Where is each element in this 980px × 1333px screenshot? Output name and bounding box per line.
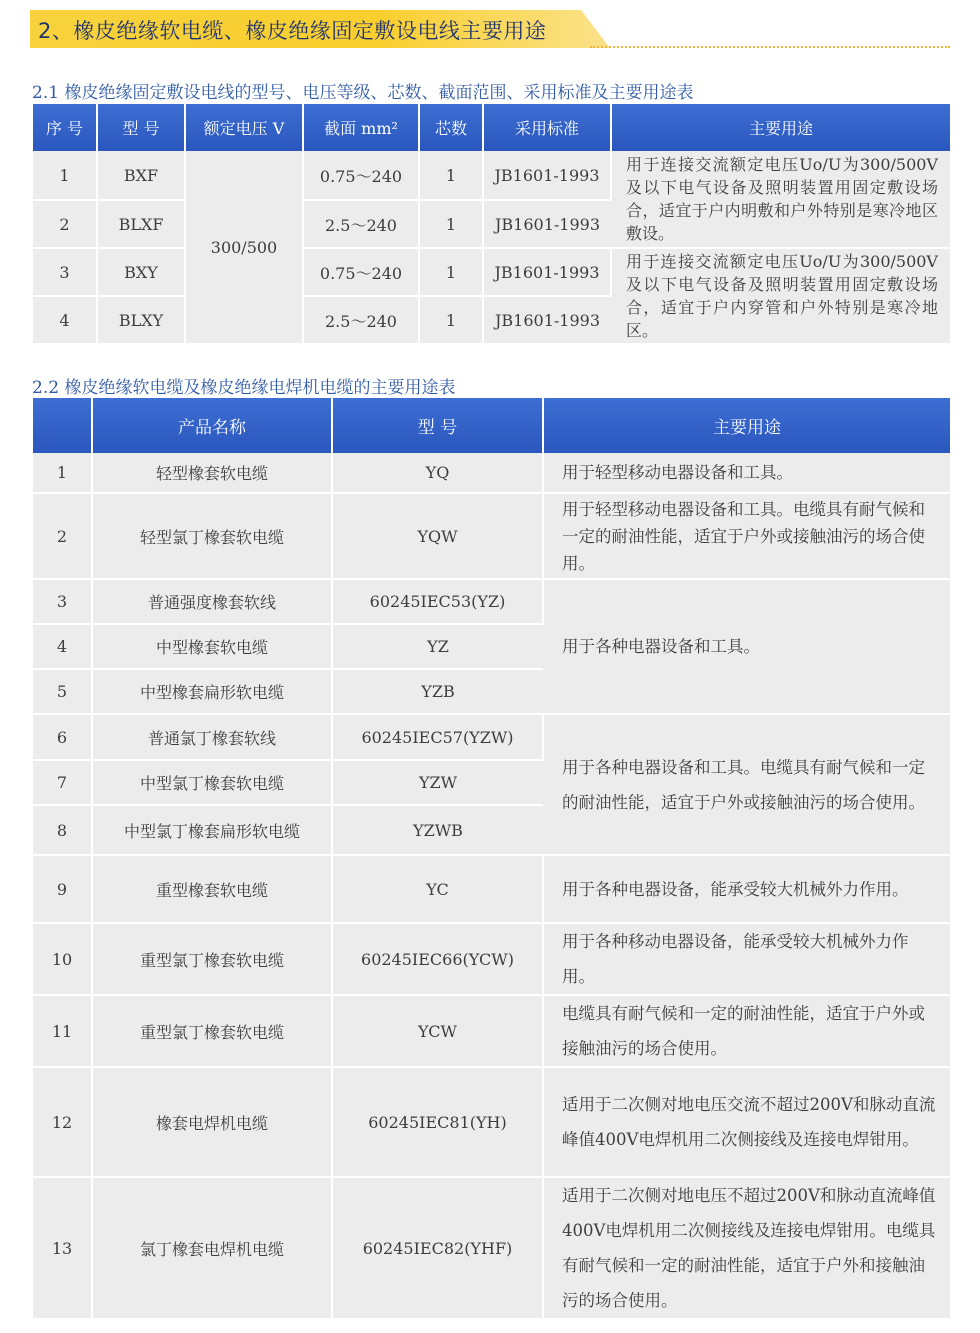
table-row: [33, 579, 950, 624]
cell-usage: 适用于二次侧对地电压交流不超过200V和脉动直流峰值400V电焊机用二次侧接线及连接电焊钳用。: [543, 1067, 950, 1177]
table-row: [33, 995, 950, 1067]
table-row: [33, 855, 950, 923]
cell-product: 氯丁橡套电焊机电缆: [92, 1177, 332, 1319]
table-row: [33, 1177, 950, 1319]
cell-no: 8: [33, 805, 92, 855]
cell-model: 60245IEC81(YH): [332, 1067, 543, 1177]
section-banner: [30, 6, 950, 50]
cell-usage: 适用于二次侧对地电压不超过200V和脉动直流峰值400V电焊机用二次侧接线及连接电焊钳用。电缆具有耐气候和一定的耐油性能，适宜于户外和接触油污的场合使用。: [543, 1177, 950, 1319]
cell-standard: JB1601-1993: [483, 200, 611, 248]
table2-flexible-cable: [33, 398, 950, 1320]
table2-caption: 2.2 橡皮绝缘软电缆及橡皮绝缘电焊机电缆的主要用途表: [32, 378, 456, 398]
cell-model: YZWB: [332, 805, 543, 855]
cell-no: 13: [33, 1177, 92, 1319]
cell-voltage: 300/500: [185, 151, 303, 344]
cell-no: 3: [33, 248, 97, 296]
cell-usage: 用于各种电器设备和工具。: [543, 579, 950, 714]
cell-no: 1: [33, 151, 97, 200]
cell-usage: 电缆具有耐气候和一定的耐油性能，适宜于户外或接触油污的场合使用。: [543, 995, 950, 1067]
col-header-product: 产品名称: [92, 398, 332, 453]
cell-product: 重型橡套软电缆: [92, 855, 332, 923]
cell-usage: 用于轻型移动电器设备和工具。: [543, 453, 950, 493]
cell-no: 4: [33, 624, 92, 669]
cell-no: 4: [33, 296, 97, 344]
cell-model: YZW: [332, 760, 543, 805]
col-header-model: 型 号: [332, 398, 543, 453]
cell-product: 中型橡套软电缆: [92, 624, 332, 669]
col-header-no: 序 号: [33, 104, 97, 151]
cell-model: YC: [332, 855, 543, 923]
cell-model: YQ: [332, 453, 543, 493]
cell-no: 3: [33, 579, 92, 624]
banner-dotted-line: [590, 46, 950, 48]
cell-product: 轻型橡套软电缆: [92, 453, 332, 493]
col-header-cores: 芯数: [419, 104, 483, 151]
table1-caption: 2.1 橡皮绝缘固定敷设电线的型号、电压等级、芯数、截面范围、采用标准及主要用途表: [32, 83, 694, 103]
cell-no: 2: [33, 200, 97, 248]
cell-no: 12: [33, 1067, 92, 1177]
table-row: [33, 151, 950, 200]
col-header-no: [33, 398, 92, 453]
cell-section: 2.5～240: [303, 296, 419, 344]
cell-model: 60245IEC82(YHF): [332, 1177, 543, 1319]
cell-product: 中型橡套扁形软电缆: [92, 669, 332, 714]
table-header-row: [33, 104, 950, 151]
cell-model: YQW: [332, 493, 543, 579]
cell-usage: 用于连接交流额定电压Uo/U为300/500V及以下电气设备及照明装置用固定敷设场合，适宜于户内明敷和户外特别是寒冷地区敷设。: [611, 151, 950, 248]
table-row: [33, 1067, 950, 1177]
cell-cores: 1: [419, 248, 483, 296]
cell-model: 60245IEC57(YZW): [332, 714, 543, 760]
section-title: 2、橡皮绝缘软电缆、橡皮绝缘固定敷设电线主要用途: [38, 19, 547, 43]
cell-model: 60245IEC66(YCW): [332, 923, 543, 995]
cell-model: BXF: [97, 151, 185, 200]
cell-usage: 用于各种移动电器设备，能承受较大机械外力作用。: [543, 923, 950, 995]
col-header-voltage: 额定电压 V: [185, 104, 303, 151]
cell-model: BLXY: [97, 296, 185, 344]
cell-usage: 用于各种电器设备和工具。电缆具有耐气候和一定的耐油性能，适宜于户外或接触油污的场合使用。: [543, 714, 950, 855]
cell-standard: JB1601-1993: [483, 248, 611, 296]
col-header-model: 型 号: [97, 104, 185, 151]
table-row: [33, 923, 950, 995]
col-header-section: 截面 mm²: [303, 104, 419, 151]
cell-model: YZB: [332, 669, 543, 714]
cell-cores: 1: [419, 296, 483, 344]
cell-no: 7: [33, 760, 92, 805]
table-header-row: [33, 398, 950, 453]
cell-model: YZ: [332, 624, 543, 669]
cell-product: 重型氯丁橡套软电缆: [92, 995, 332, 1067]
cell-product: 中型氯丁橡套软电缆: [92, 760, 332, 805]
cell-product: 轻型氯丁橡套软电缆: [92, 493, 332, 579]
cell-no: 6: [33, 714, 92, 760]
table-row: [33, 493, 950, 579]
cell-standard: JB1601-1993: [483, 151, 611, 200]
cell-cores: 1: [419, 200, 483, 248]
cell-no: 2: [33, 493, 92, 579]
cell-usage: 用于连接交流额定电压Uo/U为300/500V及以下电气设备及照明装置用固定敷设场合，适宜于户内穿管和户外特别是寒冷地区。: [611, 248, 950, 344]
cell-no: 1: [33, 453, 92, 493]
cell-no: 11: [33, 995, 92, 1067]
table-row: [33, 248, 950, 296]
cell-standard: JB1601-1993: [483, 296, 611, 344]
cell-cores: 1: [419, 151, 483, 200]
cell-no: 5: [33, 669, 92, 714]
cell-model: BXY: [97, 248, 185, 296]
col-header-usage: 主要用途: [543, 398, 950, 453]
table1-fixed-wire: [33, 104, 950, 345]
cell-no: 10: [33, 923, 92, 995]
cell-product: 中型氯丁橡套扁形软电缆: [92, 805, 332, 855]
cell-section: 0.75～240: [303, 248, 419, 296]
table-row: [33, 453, 950, 493]
col-header-standard: 采用标准: [483, 104, 611, 151]
col-header-usage: 主要用途: [611, 104, 950, 151]
cell-usage: 用于轻型移动电器设备和工具。电缆具有耐气候和一定的耐油性能，适宜于户外或接触油污的场合使用。: [543, 493, 950, 579]
cell-model: YCW: [332, 995, 543, 1067]
cell-usage: 用于各种电器设备，能承受较大机械外力作用。: [543, 855, 950, 923]
cell-no: 9: [33, 855, 92, 923]
cell-product: 普通氯丁橡套软线: [92, 714, 332, 760]
cell-model: 60245IEC53(YZ): [332, 579, 543, 624]
cell-product: 重型氯丁橡套软电缆: [92, 923, 332, 995]
table-row: [33, 714, 950, 760]
cell-product: 普通强度橡套软线: [92, 579, 332, 624]
cell-section: 0.75～240: [303, 151, 419, 200]
cell-section: 2.5～240: [303, 200, 419, 248]
cell-model: BLXF: [97, 200, 185, 248]
cell-product: 橡套电焊机电缆: [92, 1067, 332, 1177]
